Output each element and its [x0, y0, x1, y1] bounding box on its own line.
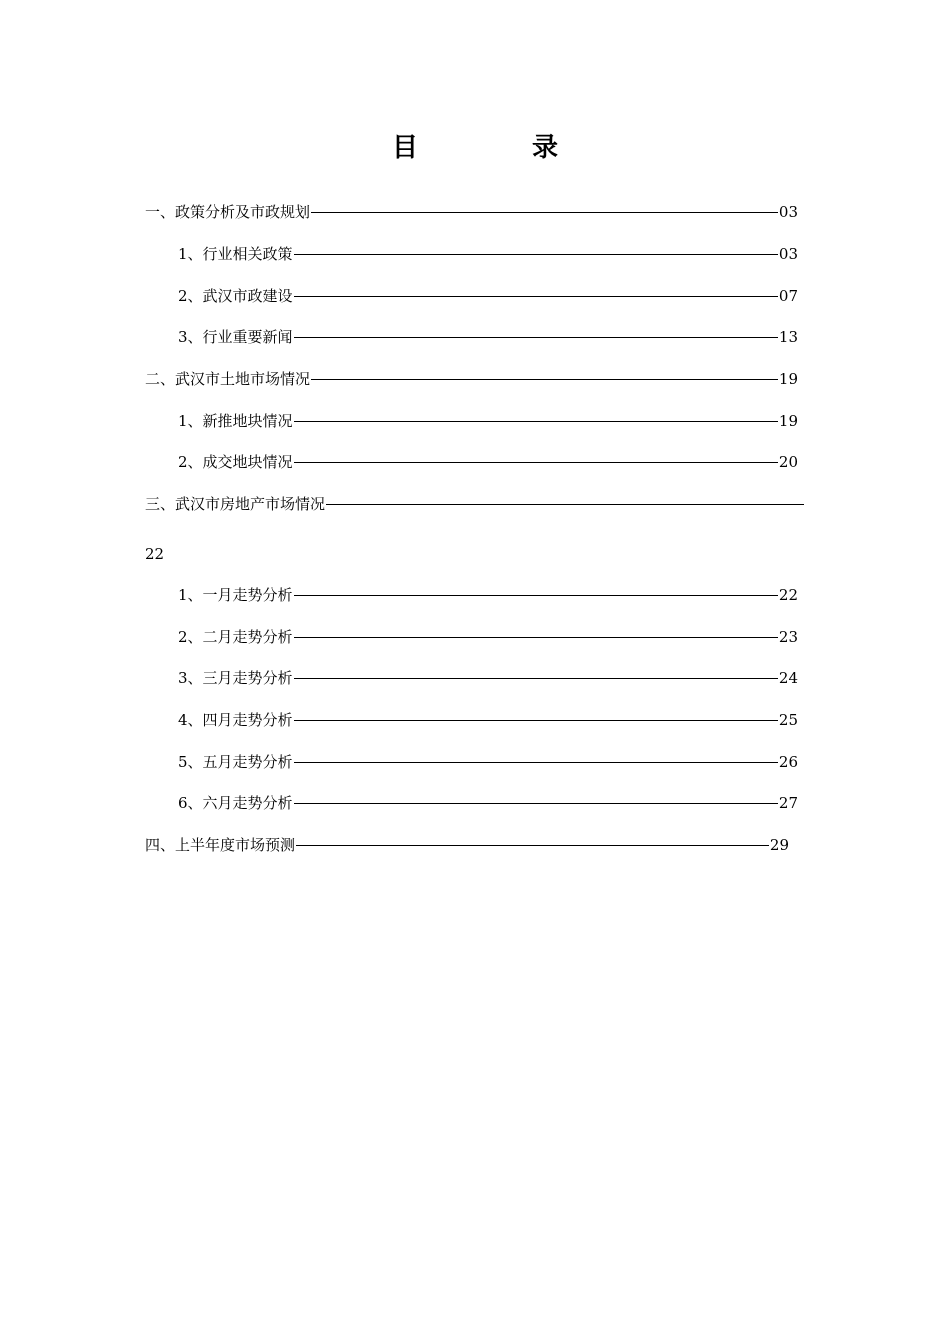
toc-entry-label: 2、武汉市政建设 [178, 287, 293, 305]
toc-leader [326, 504, 804, 505]
toc-leader [294, 421, 778, 422]
toc-leader [294, 678, 778, 679]
toc-entry[interactable] [145, 492, 805, 516]
toc-entry[interactable] [178, 450, 798, 474]
toc-entry-label: 4、四月走势分析 [178, 711, 293, 729]
toc-leader [294, 337, 778, 338]
toc-entry-page: 27 [778, 794, 798, 812]
toc-entry[interactable] [178, 583, 798, 607]
toc-leader [294, 637, 778, 638]
toc-entry[interactable] [178, 708, 798, 732]
toc-entry[interactable] [178, 242, 798, 266]
toc-entry-page: 13 [778, 328, 798, 346]
toc-entry-label: 二、武汉市土地市场情况 [145, 370, 311, 388]
toc-entry-page: 19 [778, 370, 798, 388]
toc-entry[interactable] [178, 750, 798, 774]
toc-entry[interactable] [145, 367, 798, 391]
toc-leader [294, 803, 778, 804]
toc-leader [294, 296, 778, 297]
toc-entry-label: 1、新推地块情况 [178, 412, 293, 430]
toc-entry-label: 1、行业相关政策 [178, 245, 293, 263]
toc-leader [311, 212, 778, 213]
toc-entry-page: 03 [778, 245, 798, 263]
toc-entry[interactable] [178, 791, 798, 815]
toc-entry-label: 5、五月走势分析 [178, 753, 293, 771]
toc-entry-page: 20 [778, 453, 798, 471]
toc-entry-page: 29 [769, 836, 789, 854]
toc-leader [296, 845, 769, 846]
toc-entry-page: 23 [778, 628, 798, 646]
toc-leader [294, 762, 778, 763]
toc-entry-page: 24 [778, 669, 798, 687]
toc-entry-label: 2、二月走势分析 [178, 628, 293, 646]
toc-entry-label: 三、武汉市房地产市场情况 [145, 495, 326, 513]
toc-leader [294, 254, 778, 255]
toc-entry-page: 22 [145, 545, 165, 563]
toc-entry[interactable] [145, 200, 798, 224]
toc-leader [294, 720, 778, 721]
toc-entry-page: 19 [778, 412, 798, 430]
toc-leader [294, 595, 778, 596]
toc-entry-label: 四、上半年度市场预测 [145, 836, 296, 854]
toc-entry-label: 6、六月走势分析 [178, 794, 293, 812]
toc-entry-label: 一、政策分析及市政规划 [145, 203, 311, 221]
toc-entry-label: 3、行业重要新闻 [178, 328, 293, 346]
toc-leader [294, 462, 778, 463]
toc-title: 目 录 [391, 133, 602, 163]
toc-entry[interactable] [178, 284, 798, 308]
toc-entry[interactable] [178, 666, 798, 690]
toc-entry[interactable] [178, 325, 798, 349]
toc-leader [311, 379, 778, 380]
toc-entry-page: 22 [778, 586, 798, 604]
toc-entry[interactable] [178, 409, 798, 433]
toc-entry-page: 07 [778, 287, 798, 305]
toc-entry-label: 2、成交地块情况 [178, 453, 293, 471]
toc-entry-label: 1、一月走势分析 [178, 586, 293, 604]
toc-entry-label: 3、三月走势分析 [178, 669, 293, 687]
toc-entry[interactable] [145, 833, 789, 857]
toc-entry-page: 26 [778, 753, 798, 771]
toc-entry[interactable] [178, 625, 798, 649]
toc-entry-page: 25 [778, 711, 798, 729]
toc-entry-page: 03 [778, 203, 798, 221]
